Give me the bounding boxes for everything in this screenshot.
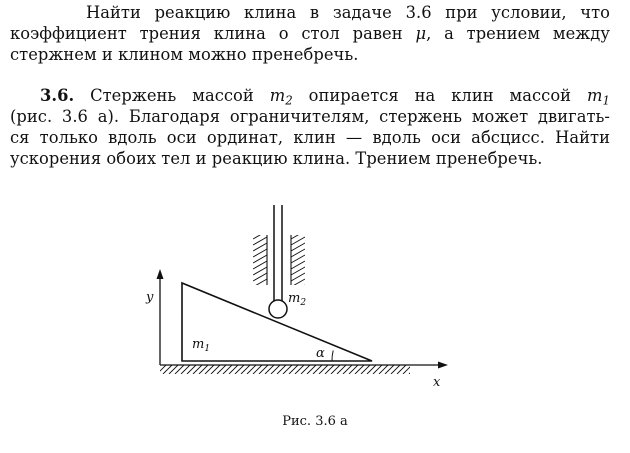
- rod-mass-symbol: $m_2$: [269, 86, 293, 108]
- intro-line-2-end: , а трением между: [426, 24, 610, 43]
- problem-paragraph: [10, 85, 610, 169]
- problem-line-3: ся только вдоль оси ординат, клин — вдоль оси абсцисс. Найти: [10, 128, 610, 147]
- x-axis-arrow: [438, 362, 448, 369]
- wedge-rod-figure: [135, 195, 455, 395]
- figure-caption: Рис. 3.6 а: [282, 414, 348, 429]
- rod-roller: [269, 300, 287, 318]
- wedge-angle-label: α: [316, 346, 325, 361]
- rod-guide-right-hatching: [291, 225, 305, 293]
- wedge-mass-label: $m_1$: [192, 337, 211, 354]
- problem-line-4: ускорения обоих тел и реакцию клина. Трением пренебречь.: [10, 149, 543, 168]
- problem-line-1: [10, 85, 610, 106]
- y-axis-arrow: [157, 269, 164, 279]
- problem-line-2: (рис. 3.6 а). Благодаря ограничителям, стержень может двигать-: [10, 107, 610, 126]
- intro-line-2-start: коэффициент трения клина о стол равен: [10, 24, 416, 43]
- y-axis-label: y: [146, 290, 154, 305]
- rod-mass-label: $m_2$: [288, 291, 307, 308]
- intro-line-3: стержнем и клином можно пренебречь.: [10, 45, 359, 64]
- problem-line-1-start: Стержень массой: [74, 86, 270, 105]
- friction-coefficient-symbol: μ: [415, 24, 427, 43]
- intro-line-2: [10, 23, 610, 44]
- wedge-angle-arc: [332, 351, 333, 362]
- intro-paragraph: [10, 2, 610, 65]
- x-axis-label: x: [433, 375, 441, 390]
- ground-hatching: [151, 365, 424, 374]
- wedge-mass-symbol: $m_1$: [586, 86, 610, 108]
- intro-line-1: Найти реакцию клина в задаче 3.6 при условии, что: [86, 3, 610, 22]
- wedge: [182, 283, 372, 361]
- problem-line-1-middle: опирается на клин массой: [292, 86, 587, 105]
- rod-guide-left-hatching: [253, 225, 267, 293]
- problem-number: 3.6.: [40, 86, 75, 105]
